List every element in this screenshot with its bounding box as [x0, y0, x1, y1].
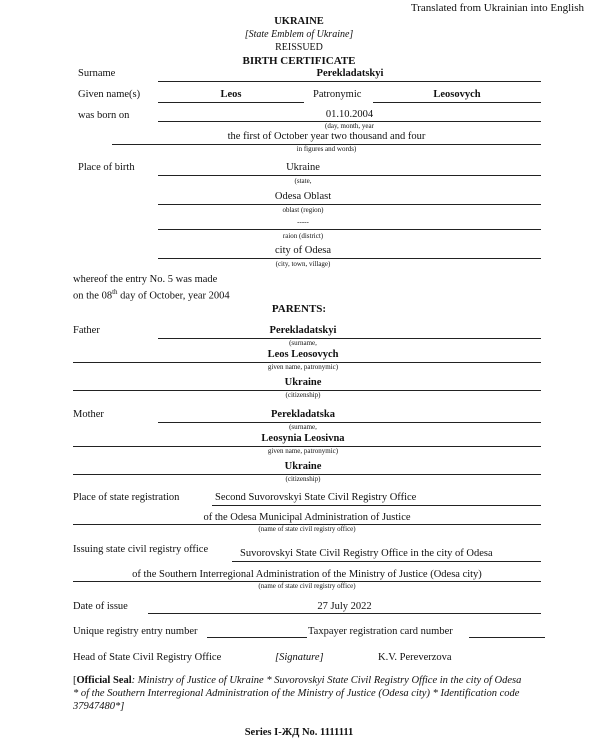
mother-citizenship: Ukraine — [284, 461, 322, 472]
birth-raion: ----- — [297, 218, 309, 226]
birth-state-hint: (state, — [294, 177, 312, 185]
mother-label: Mother — [73, 409, 104, 420]
dob-words-hint: in figures and words) — [296, 145, 357, 153]
issuing-office-hint: (name of state civil registry office) — [258, 582, 356, 590]
issuing-office-1: Suvorovskyi State Civil Registry Office in the city of Odesa — [240, 548, 493, 559]
registration-place-label: Place of state registration — [73, 492, 180, 503]
surname-line — [158, 81, 541, 82]
issuing-office-line-1 — [232, 561, 541, 562]
birth-raion-line — [158, 229, 541, 230]
dob-in-words: the first of October year two thousand and four — [227, 131, 426, 142]
signature-placeholder: [Signature] — [275, 652, 324, 663]
registration-place-line-1 — [212, 505, 541, 506]
birth-city: city of Odesa — [275, 245, 331, 256]
place-of-birth-label: Place of birth — [78, 162, 135, 173]
state-emblem: [State Emblem of Ukraine] — [244, 29, 354, 40]
seal-line-2: * of the Southern Interregional Administration of the Ministry of Justice (Odesa city) * Identification code — [73, 688, 520, 699]
mother-given-hint: given name, patronymic) — [267, 447, 339, 455]
registration-office-hint: (name of state civil registry office) — [258, 525, 356, 533]
father-citizenship: Ukraine — [284, 377, 322, 388]
father-given-name: Leos Leosovych — [267, 349, 339, 360]
birth-city-hint: (city, town, village) — [275, 260, 331, 268]
child-patronymic: Leosovych — [433, 89, 481, 100]
father-label: Father — [73, 325, 100, 336]
father-citizenship-hint: (citizenship) — [285, 391, 321, 399]
child-surname: Perekladatskyi — [316, 68, 384, 79]
date-of-birth: 01.10.2004 — [325, 109, 374, 120]
dob-hint: (day, month, year — [325, 122, 374, 130]
father-surname: Perekladatskyi — [269, 325, 337, 336]
seal-line-1: [Official Seal: Ministry of Justice of Ukraine * Suvorovskyi State Civil Registry Office in the city of Odesa — [73, 675, 522, 686]
head-of-office-label: Head of State Civil Registry Office — [73, 652, 222, 663]
reissued-label: REISSUED — [275, 42, 323, 53]
date-of-issue: 27 July 2022 — [317, 601, 372, 612]
birth-oblast-hint: oblast (region) — [282, 206, 324, 214]
date-of-issue-label: Date of issue — [73, 601, 128, 612]
certificate-series: Series I-ЖД No. 1111111 — [244, 727, 354, 738]
father-given-hint: given name, patronymic) — [267, 363, 339, 371]
registration-place-2: of the Odesa Municipal Administration of Justice — [203, 512, 411, 523]
given-name-line — [158, 102, 304, 103]
taxpayer-number-line — [469, 637, 545, 638]
issuing-office-label: Issuing state civil registry office — [73, 544, 209, 555]
mother-citizenship-hint: (citizenship) — [285, 475, 321, 483]
mother-given-name: Leosynia Leosivna — [261, 433, 345, 444]
birth-raion-hint: raion (district) — [282, 232, 324, 240]
mother-surname-hint: (surname, — [289, 423, 317, 431]
seal-line-3: 37947480*] — [73, 701, 125, 712]
head-of-office-name: K.V. Pereverzova — [378, 652, 452, 663]
entry-line-1: whereof the entry No. 5 was made — [73, 274, 218, 285]
taxpayer-number-label: Taxpayer registration card number — [308, 626, 453, 637]
issuing-office-2: of the Southern Interregional Administration of the Ministry of Justice (Odesa city) — [132, 569, 482, 580]
entry-line-2: on the 08th day of October, year 2004 — [73, 288, 230, 302]
given-name-label: Given name(s) — [78, 89, 141, 100]
father-surname-hint: (surname, — [289, 339, 317, 347]
country-heading: UKRAINE — [274, 16, 324, 27]
birth-oblast: Odesa Oblast — [274, 191, 332, 202]
patronymic-label: Patronymic — [313, 89, 362, 100]
birth-oblast-line — [158, 204, 541, 205]
registration-place-1: Second Suvorovskyi State Civil Registry Office — [215, 492, 417, 503]
child-given-name: Leos — [220, 89, 242, 100]
birth-state: Ukraine — [286, 162, 320, 173]
parents-heading: PARENTS: — [271, 303, 327, 315]
registry-number-line — [207, 637, 307, 638]
registry-number-label: Unique registry entry number — [73, 626, 198, 637]
patronymic-line — [373, 102, 541, 103]
surname-label: Surname — [78, 68, 116, 79]
born-on-label: was born on — [78, 110, 130, 121]
translation-note: Translated from Ukrainian into English — [410, 2, 584, 14]
document-title: BIRTH CERTIFICATE — [242, 55, 356, 67]
mother-surname: Perekladatska — [271, 409, 335, 420]
birth-city-line — [158, 258, 541, 259]
date-of-issue-line — [148, 613, 541, 614]
birth-state-line — [158, 175, 541, 176]
